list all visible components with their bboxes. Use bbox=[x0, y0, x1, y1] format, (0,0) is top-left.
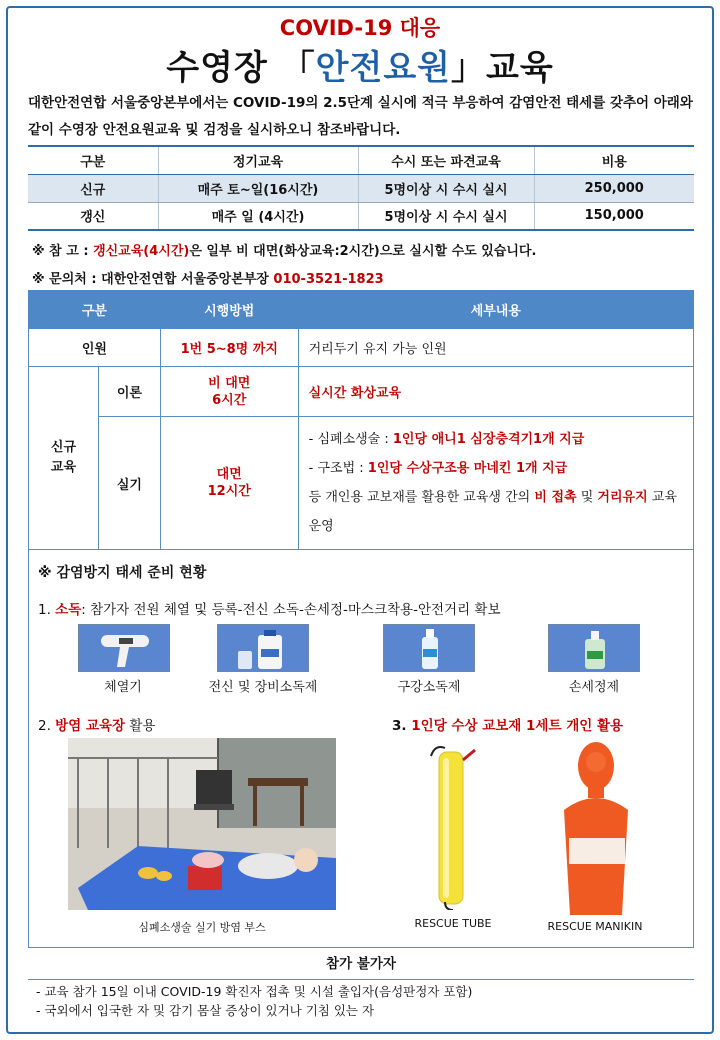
tube-caption: RESCUE TUBE bbox=[414, 917, 492, 930]
schedule-cell: 신규 bbox=[28, 174, 158, 202]
distance-pre: 등 개인용 교보재를 활용한 교육생 간의 bbox=[308, 490, 535, 505]
distance-post: 교육 운영 bbox=[308, 490, 677, 534]
s2-highlight: 방염 교육장 bbox=[55, 718, 126, 734]
group-label: 신규 교육 bbox=[50, 440, 77, 475]
distance-mid: 및 bbox=[576, 490, 598, 505]
rescue-tube-icon bbox=[425, 742, 485, 910]
s2-rest: 활용 bbox=[125, 718, 156, 734]
schedule-cell: 매주 토~일(16시간) bbox=[158, 174, 358, 202]
schedule-cell: 5명이상 시 수시 실시 bbox=[358, 174, 534, 202]
personnel-detail: 거리두기 유지 가능 인원 bbox=[298, 329, 693, 367]
practice-method-hours: 12시간 bbox=[207, 484, 251, 499]
theory-method-hours: 6시간 bbox=[212, 392, 247, 408]
practice-detail bbox=[298, 417, 693, 550]
note-reference bbox=[32, 238, 692, 266]
item-caption: 손세정제 bbox=[568, 680, 620, 695]
schedule-header-type: 구분 bbox=[28, 146, 158, 174]
note-ref-label: ※ 참 고 : bbox=[32, 244, 94, 259]
manikin-caption: RESCUE MANIKIN bbox=[547, 920, 643, 933]
note-ref-highlight: 갱신교육(4시간) bbox=[93, 244, 190, 259]
page-title bbox=[0, 40, 720, 89]
notes bbox=[32, 238, 692, 294]
oral-disinfectant-icon bbox=[383, 624, 475, 672]
theory-label: 이론 bbox=[98, 367, 160, 417]
section-equipment bbox=[392, 714, 623, 734]
schedule-cell: 150,000 bbox=[534, 202, 694, 230]
title-post: 」교육 bbox=[451, 48, 554, 88]
photo-caption: 심폐소생술 실기 방염 부스 bbox=[138, 921, 266, 934]
schedule-header-cost: 비용 bbox=[534, 146, 694, 174]
disinfectant-bottle-icon bbox=[217, 624, 309, 672]
distance-highlight-1: 비 접촉 bbox=[534, 490, 577, 505]
schedule-header-ondemand: 수시 또는 파견교육 bbox=[358, 146, 534, 174]
s3-highlight: 1인당 수상 교보재 1세트 개인 활용 bbox=[411, 718, 624, 734]
s2-number: 2. bbox=[38, 718, 56, 734]
practice-line-distance bbox=[309, 483, 683, 541]
item-caption: 구강소독제 bbox=[397, 680, 461, 695]
rescue-manikin-icon bbox=[556, 740, 636, 915]
theory-method bbox=[160, 367, 298, 417]
section-disinfection bbox=[38, 598, 501, 618]
contact-phone: 010-3521-1823 bbox=[273, 272, 384, 287]
s1-rest: : 참가자 전원 체열 및 등록-전신 소독-손세정-마스크착용-안전거리 확보 bbox=[81, 602, 501, 618]
s1-number: 1. bbox=[38, 602, 56, 618]
item-caption: 전신 및 장비소독제 bbox=[208, 680, 318, 695]
title-pre: 수영장 「 bbox=[166, 48, 316, 88]
schedule-table bbox=[28, 145, 694, 231]
distance-highlight-2: 거리유지 bbox=[597, 490, 648, 505]
s1-highlight: 소독 bbox=[55, 602, 82, 618]
s3-number: 3. bbox=[392, 718, 412, 734]
intro-text: 대한안전연합 서울중앙본부에서는 COVID-19의 2.5단계 실시에 적극 부응하여 감염안전 태세를 갖추어 아래와같이 수영장 안전요원교육 및 검정을 실시하오니 참조바랍니다. bbox=[28, 95, 693, 138]
cpr-highlight: 1인당 애니1 심장충격기1개 지급 bbox=[392, 432, 585, 447]
detail-header-type: 구분 bbox=[29, 291, 161, 329]
list-item: - 교육 참가 15일 이내 COVID-19 확진자 접촉 및 시설 출입자(음성판정자 포함) bbox=[36, 984, 473, 999]
schedule-cell: 250,000 bbox=[534, 174, 694, 202]
exclusion-heading: 참가 불가자 bbox=[28, 948, 694, 980]
thermometer-icon bbox=[78, 624, 170, 672]
hand-sanitizer-icon bbox=[548, 624, 640, 672]
note-ref-rest: 은 일부 비 대면(화상교육:2시간)으로 실시할 수도 있습니다. bbox=[189, 244, 537, 259]
prep-heading: ※ 감염방지 태세 준비 현황 bbox=[38, 565, 207, 581]
detail-header-detail: 세부내용 bbox=[298, 291, 693, 329]
schedule-cell: 5명이상 시 수시 실시 bbox=[358, 202, 534, 230]
rescue-highlight: 1인당 수상구조용 마네킨 1개 지급 bbox=[367, 461, 568, 476]
personnel-method: 1번 5~8명 까지 bbox=[160, 329, 298, 367]
practice-method bbox=[160, 417, 298, 550]
title-highlight: 안전요원 bbox=[315, 48, 452, 88]
exclusion-section bbox=[28, 948, 694, 1022]
practice-line-rescue bbox=[309, 454, 683, 483]
kicker-title: COVID-19 대응 bbox=[279, 16, 441, 40]
exclusion-list bbox=[28, 980, 694, 1022]
item-caption: 체열기 bbox=[104, 680, 142, 695]
section-booth bbox=[38, 714, 155, 734]
list-item: - 국외에서 입국한 자 및 감기 몸살 증상이 있거나 기침 있는 자 bbox=[36, 1003, 375, 1018]
cpr-booth-photo bbox=[68, 738, 336, 910]
practice-label: 실기 bbox=[98, 417, 160, 550]
detail-header-method: 시행방법 bbox=[160, 291, 298, 329]
detail-table bbox=[28, 290, 694, 550]
cpr-pre: - 심폐소생술 : bbox=[308, 432, 393, 447]
schedule-cell: 매주 일 (4시간) bbox=[158, 202, 358, 230]
schedule-header-regular: 정기교육 bbox=[158, 146, 358, 174]
rescue-pre: - 구조법 : bbox=[308, 461, 368, 476]
personnel-label: 인원 bbox=[29, 329, 161, 367]
theory-method-mode: 비 대면 bbox=[208, 375, 251, 391]
practice-method-mode: 대면 bbox=[216, 467, 242, 482]
schedule-cell: 갱신 bbox=[28, 202, 158, 230]
practice-line-cpr bbox=[309, 425, 683, 454]
contact-label: ※ 문의처 : 대한안전연합 서울중앙본부장 bbox=[32, 272, 274, 287]
new-education-label bbox=[29, 367, 99, 550]
theory-detail: 실시간 화상교육 bbox=[298, 367, 693, 417]
